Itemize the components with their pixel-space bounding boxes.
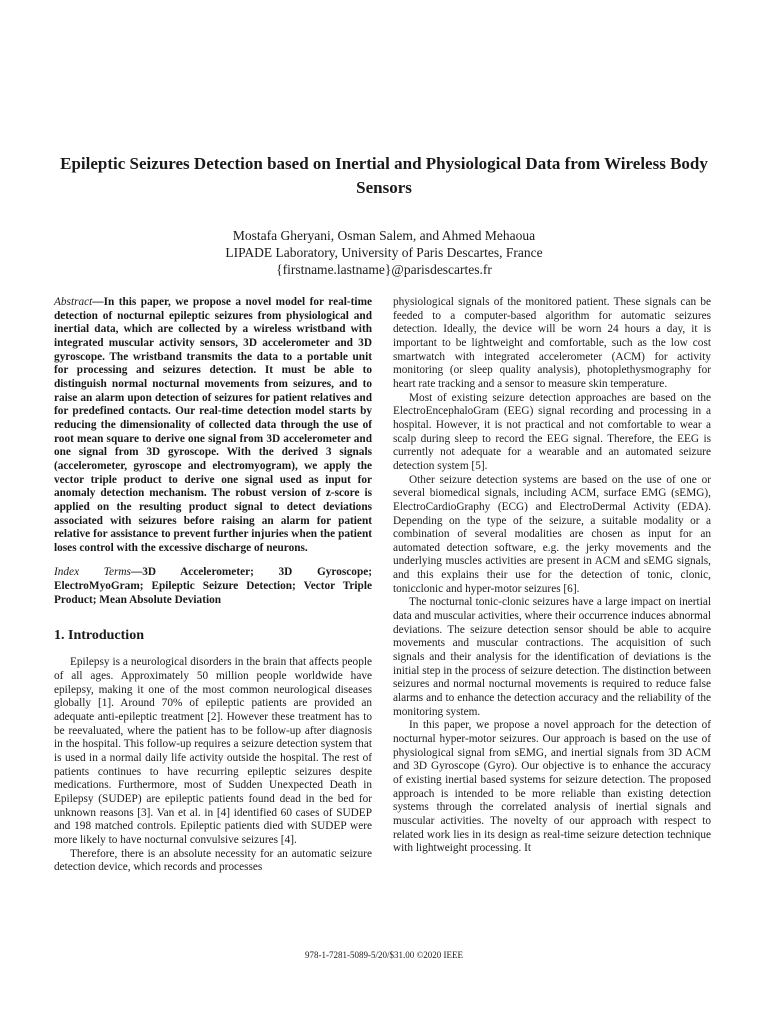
body-paragraph: In this paper, we propose a novel approach for the detection of nocturnal hyper-motor seizures. Our approach is based on the use of physiological signal from sEMG, and inertial signals from 3D ACM and 3D Gyroscope (Gyro). Our objective is to enhance the accuracy of existing inertial based systems for seizure detection. The proposed approach is intended to be more reliable than existing detection systems through the correlated analysis of inertial signals and muscular activities. The novelty of our approach with respect to related work lies in its design as real-time seizure detection technique with lightweight processing. It [393,719,711,855]
paper-title: Epileptic Seizures Detection based on Inertial and Physiological Data from Wireless Body Sensors [60,154,708,197]
abstract [54,296,372,555]
author-email: {firstname.lastname}@parisdescartes.fr [276,262,492,277]
body-paragraph: Other seizure detection systems are based on the use of one or several biomedical signals, including ACM, surface EMG (sEMG), ElectroCardioGraphy (ECG) and ElectroDermal Activity (EDA). Depending on the type of the seizure, a suitable modality or a combination of several modalities are chosen as input for an automated detection software, e.g. the jerky movements and the underlying muscles activities are present in ACM and sEMG signals, and this explains their use for the detection of tonic, clonic, tonicclonic and hyper-motor seizures [6]. [393,473,711,595]
author-block [50,227,718,278]
author-names: Mostafa Gheryani, Osman Salem, and Ahmed Mehaoua [232,228,536,243]
body-paragraph: The nocturnal tonic-clonic seizures have a large impact on inertial data and muscular activities, where their occurrence induces abnormal deviations. The seizure detection sensor should be able to acquire movements and muscular contractions. The acquisition of such signals and their analysis for the identification of deviations is the initial step in the process of seizure detection. The distinction between seizures and normal nocturnal movements is required to reduce false alarms and to enhance the detection accuracy and the reliability of the monitoring system. [393,596,711,718]
section-heading-introduction: 1. Introduction [54,628,144,644]
index-terms [54,566,372,607]
index-terms-text: —3D Accelerometer; 3D Gyroscope; ElectroMyoGram; Epileptic Seizure Detection; Vector Triple Product; Mean Absolute Deviation [54,566,372,606]
body-paragraph: Most of existing seizure detection approaches are based on the ElectroEncephaloGram (EEG) signal recording and processing in a hospital. However, it is not practical and not comfortable to wear a scalp during sleep to record the EEG signal. Therefore, the EEG is currently not adequate for a wearable and an automated seizure detection system [5]. [393,391,711,472]
index-terms-label: Index Terms [54,566,131,579]
abstract-text: —In this paper, we propose a novel model for real-time detection of nocturnal epileptic seizures from physiological and inertial data, which are collected by a wireless wristband with integrated muscular activity sensors, 3D accelerometer and 3D gyroscope. The wristband transmits the data to a portable unit for processing and seizures detection. It must be able to distinguish normal nocturnal movements from seizures, and to raise an alarm upon detection of seizures for patient relatives and for predefined contacts. Our real-time detection model starts by reducing the dimensionality of collected data through the use of root mean square to derive one signal from 3D accelerometer and one signal from 3D gyroscope. With the derived 3 signals (accelerometer, gyroscope and electromyogram), we apply the vector triple product to derive one signal used as input for anomaly detection mechanism. The robust version of z-score is applied on the resulting product signal to detect deviations associated with seizures before raising an alarm for patient relative for assistance to prevent further injuries when the patient loses control with the excessive discharge of neurons. [54,296,372,554]
copyright-footer: 978-1-7281-5089-5/20/$31.00 ©2020 IEEE [304,950,464,960]
right-column [393,296,711,856]
left-column [54,296,372,875]
intro-paragraph: Epilepsy is a neurological disorders in the brain that affects people of all ages. Approximately 50 million people worldwide have epilepsy, making it one of the most common neurological diseases globally [1]. Around 70% of epileptic patients are provided an adequate anti-epileptic treatment [2]. However these treatment has to be reevaluated, where the patient has to be follow-up after diagnosis in the hospital. This follow-up requires a seizure detection system that is used in a normal daily life activity outside the hospital. The rest of patients continues to have recurring epileptic seizures despite medications. Furthermore, most of Sudden Unexpected Death in Epilepsy (SUDEP) are epileptic patients found dead in the bed for unknown reasons [3]. Van et al. in [4] identified 60 cases of SUDEP and 198 matched controls. Epileptic patients died with SUDEP were more likely to have nocturnal convulsive seizures [4]. [54,656,372,846]
body-paragraph: physiological signals of the monitored patient. These signals can be feeded to a computer-based algorithm for automatic seizures detection. Ideally, the device will be worn 24 hours a day, it is important to be lightweight and comfortable, such as the low cost smartwatch with integrated accelerometer (ACM) for activity monitoring (or sleep quality analysis), photoplethysmography for heart rate tracking and a sensor to measure skin temperature. [393,296,711,390]
author-affiliation: LIPADE Laboratory, University of Paris Descartes, France [225,245,543,260]
intro-paragraph: Therefore, there is an absolute necessity for an automatic seizure detection device, which records and processes [54,847,372,874]
abstract-label: Abstract [54,296,93,308]
